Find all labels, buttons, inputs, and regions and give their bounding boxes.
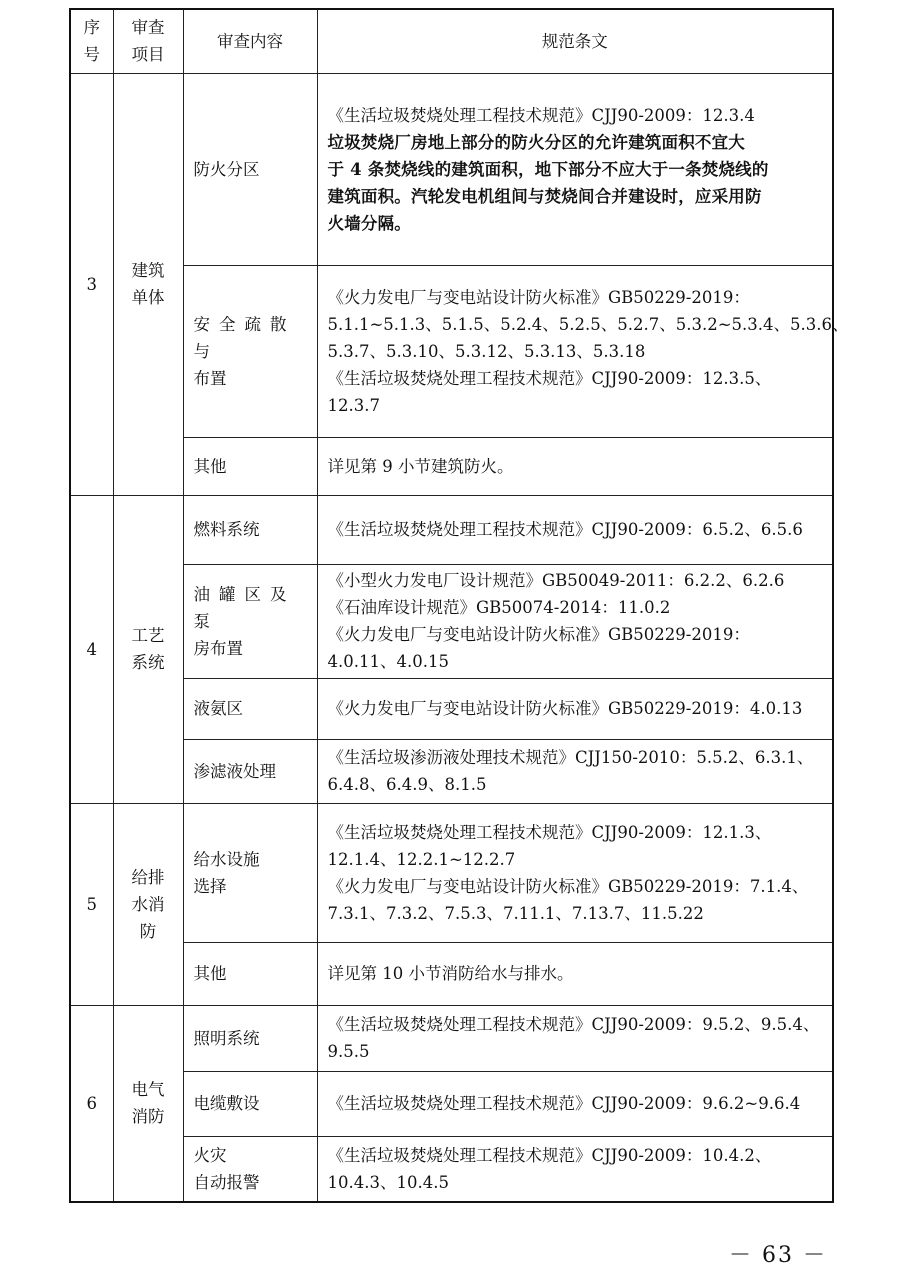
- clause-cell: [317, 265, 849, 437]
- header-content: 审查内容: [183, 9, 317, 73]
- clause-line: 《生活垃圾焚烧处理工程技术规范》CJJ90-2009：12.3.5、: [327, 368, 772, 388]
- table-body: [70, 73, 849, 1202]
- clause-line: 12.3.7: [327, 395, 380, 415]
- review-item-cell: [113, 495, 183, 803]
- clause-cell: [317, 564, 833, 678]
- table-row: [70, 1005, 833, 1071]
- clause-line: 火墙分隔。: [327, 213, 411, 233]
- table-row: [70, 739, 833, 803]
- review-content-cell: [183, 564, 317, 678]
- review-content-line: 油罐区及泵: [193, 584, 296, 631]
- clause-line: 《火力发电厂与变电站设计防火标准》GB50229-2019：: [327, 287, 750, 307]
- review-content-line: 防火分区: [193, 159, 260, 179]
- clause-line: 建筑面积。汽轮发电机组间与焚烧间合并建设时，应采用防: [327, 186, 762, 206]
- table-row: [70, 678, 833, 739]
- clause-line: 《生活垃圾焚烧处理工程技术规范》CJJ90-2009：9.5.2、9.5.4、: [327, 1015, 820, 1034]
- clause-line: 4.0.11、4.0.15: [327, 652, 449, 671]
- table-row: [70, 1071, 833, 1136]
- review-content-cell: [183, 495, 317, 564]
- clause-line: 5.3.7、5.3.10、5.3.12、5.3.13、5.3.18: [327, 341, 646, 361]
- review-content-cell: [183, 803, 317, 942]
- page-number: － 63 －: [729, 1243, 827, 1268]
- clause-line: 《生活垃圾焚烧处理工程技术规范》CJJ90-2009：6.5.2、6.5.6: [327, 520, 803, 539]
- review-item-cell: [113, 803, 183, 1005]
- clause-line: 12.1.4、12.2.1~12.2.7: [327, 849, 516, 869]
- clause-line: 6.4.8、6.4.9、8.1.5: [327, 775, 487, 794]
- clause-line: 《生活垃圾焚烧处理工程技术规范》CJJ90-2009：12.1.3、: [327, 822, 772, 842]
- review-content-line: 照明系统: [193, 1028, 260, 1048]
- clause-cell: [317, 1136, 833, 1202]
- clause-line: 《生活垃圾焚烧处理工程技术规范》CJJ90-2009：12.3.4: [327, 105, 755, 125]
- header-item-line: 审查: [131, 18, 165, 38]
- clause-cell: [317, 739, 833, 803]
- clause-cell: [317, 73, 833, 265]
- table-header-row: [70, 9, 833, 73]
- row-number-cell: 4: [70, 495, 113, 803]
- clause-line: 9.5.5: [327, 1042, 370, 1061]
- clause-line: 《石油库设计规范》GB50074-2014：11.0.2: [327, 598, 671, 617]
- review-content-line: 房布置: [193, 638, 243, 658]
- review-content-cell: [183, 73, 317, 265]
- review-content-line: 安全疏散与: [193, 314, 296, 361]
- review-item-line: 单体: [131, 288, 165, 307]
- header-no: [70, 9, 113, 73]
- clause-line: 详见第 10 小节消防给水与排水。: [327, 964, 574, 983]
- clause-line: 5.1.1~5.1.3、5.1.5、5.2.4、5.2.5、5.2.7、5.3.2~5.3.4、5.3.6、: [327, 314, 849, 334]
- review-content-line: 燃料系统: [193, 520, 260, 539]
- clause-line: 于 4 条焚烧线的建筑面积，地下部分不应大于一条焚烧线的: [327, 159, 769, 179]
- header-no-line: 序: [83, 18, 100, 38]
- review-item-line: 水消: [131, 894, 165, 914]
- clause-line: 《火力发电厂与变电站设计防火标准》GB50229-2019：4.0.13: [327, 699, 803, 718]
- clause-line: 《生活垃圾渗沥液处理技术规范》CJJ150-2010：5.5.2、6.3.1、: [327, 748, 814, 767]
- review-content-line: 渗滤液处理: [193, 761, 276, 781]
- clause-line: 《生活垃圾焚烧处理工程技术规范》CJJ90-2009：9.6.2~9.6.4: [327, 1094, 801, 1113]
- review-content-cell: [183, 437, 317, 495]
- review-content-line: 液氨区: [193, 699, 243, 718]
- review-item-cell: [113, 1005, 183, 1202]
- table-row: [70, 437, 833, 495]
- clause-cell: [317, 1071, 833, 1136]
- row-number-cell: 3: [70, 73, 113, 495]
- review-content-line: 给水设施: [193, 849, 260, 869]
- row-number-cell: 5: [70, 803, 113, 1005]
- review-content-line: 布置: [193, 368, 227, 388]
- review-content-cell: [183, 1005, 317, 1071]
- clause-cell: [317, 803, 833, 942]
- review-item-line: 系统: [131, 653, 165, 672]
- review-item-line: 消防: [131, 1107, 165, 1127]
- review-item-cell: [113, 73, 183, 495]
- clause-line: 详见第 9 小节建筑防火。: [327, 456, 514, 476]
- clause-line: 《火力发电厂与变电站设计防火标准》GB50229-2019：7.1.4、: [327, 876, 809, 896]
- review-content-cell: [183, 1071, 317, 1136]
- review-content-line: 火灾: [193, 1145, 227, 1165]
- table-row: [70, 564, 833, 678]
- table-row: [70, 73, 833, 265]
- review-content-line: 选择: [193, 876, 227, 896]
- clause-cell: [317, 437, 833, 495]
- table-row: [70, 942, 833, 1005]
- header-item-line: 项目: [131, 45, 165, 65]
- clause-cell: [317, 1005, 833, 1071]
- review-content-cell: [183, 942, 317, 1005]
- clause-cell: [317, 678, 833, 739]
- review-item-line: 给排: [131, 867, 165, 887]
- header-item: [113, 9, 183, 73]
- clause-line: 《小型火力发电厂设计规范》GB50049-2011：6.2.2、6.2.6: [327, 571, 785, 590]
- review-content-cell: [183, 678, 317, 739]
- review-content-line: 其他: [193, 456, 227, 476]
- review-content-cell: [183, 739, 317, 803]
- clause-line: 《生活垃圾焚烧处理工程技术规范》CJJ90-2009：10.4.2、: [327, 1145, 772, 1165]
- clause-line: 《火力发电厂与变电站设计防火标准》GB50229-2019：: [327, 625, 750, 644]
- clause-line: 7.3.1、7.3.2、7.5.3、7.11.1、7.13.7、11.5.22: [327, 903, 704, 923]
- table-row: [70, 803, 833, 942]
- clause-cell: [317, 942, 833, 1005]
- table-row: [70, 265, 833, 437]
- clause-line: 垃圾焚烧厂房地上部分的防火分区的允许建筑面积不宜大: [327, 132, 745, 152]
- table-row: [70, 1136, 833, 1202]
- table-row: [70, 495, 833, 564]
- review-item-line: 建筑: [131, 261, 165, 280]
- review-content-line: 自动报警: [193, 1172, 260, 1192]
- review-item-line: 工艺: [131, 626, 165, 645]
- row-number-cell: 6: [70, 1005, 113, 1202]
- header-clause: 规范条文: [317, 9, 833, 73]
- clause-line: 10.4.3、10.4.5: [327, 1172, 449, 1192]
- clause-cell: [317, 495, 833, 564]
- header-no-line: 号: [83, 45, 100, 65]
- review-table: [69, 8, 849, 1203]
- review-content-cell: [183, 265, 317, 437]
- review-item-line: 防: [139, 921, 157, 941]
- review-content-line: 电缆敷设: [193, 1094, 260, 1113]
- review-content-line: 其他: [193, 964, 227, 983]
- review-item-line: 电气: [131, 1080, 165, 1100]
- review-content-cell: [183, 1136, 317, 1202]
